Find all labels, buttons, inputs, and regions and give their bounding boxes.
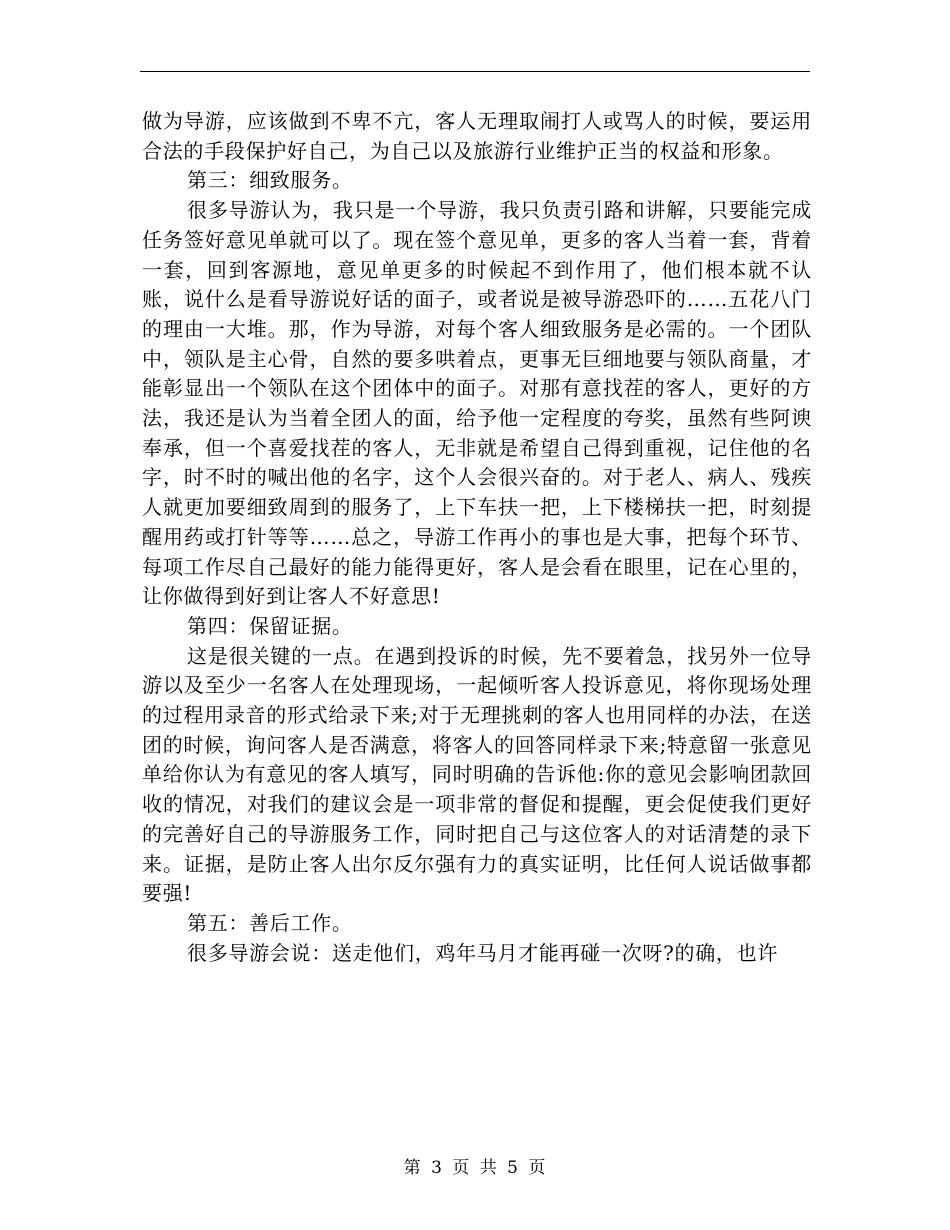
section-heading: 第五：善后工作。 xyxy=(187,910,353,935)
page-number-footer: 第 3 页 共 5 页 xyxy=(403,1158,547,1178)
paragraph: 很多导游会说：送走他们，鸡年马月才能再碰一次呀?的确，也许 xyxy=(187,940,779,965)
paragraph: 很多导游认为，我只是一个导游，我只负责引路和讲解，只要能完成任务签好意见单就可以了。现在签个意见单，更多的客人当着一套，背着一套，回到客源地，意见单更多的时候起不到作用了，他们根本就不认账，说什么是看导游说好话的面子，或者说是被导游恐吓的……五花八门的理由一大堆。那，作为导游，对每个客人细致服务是必需的。一个团队中，领队是主心骨，自然的要多哄着点，更事无巨细地要与领队商量，才能彰显出一个领队在这个团体中的面子。对那有意找茬的客人，更好的方法，我还是认为当着全团人的面，给予他一定程度的夸奖，虽然有些阿谀奉承，但一个喜爱找茬的客人，无非就是希望自己得到重视，记住他的名字，时不时的喊出他的名字，这个人会很兴奋的。对于老人、病人、残疾人就更加要细致周到的服务了，上下车扶一把，上下楼梯扶一把，时刻提醒用药或打针等等……总之，导游工作再小的事也是大事，把每个环节、每项工作尽自己最好的能力能得更好，客人是会看在眼里，记在心里的，让你做得到好到让客人不好意思! xyxy=(142,198,812,609)
paragraph: 做为导游，应该做到不卑不亢，客人无理取闹打人或骂人的时候，要运用合法的手段保护好自己，为自己以及旅游行业维护正当的权益和形象。 xyxy=(142,109,812,163)
section-heading: 第三：细致服务。 xyxy=(187,168,353,193)
header-rule xyxy=(140,71,810,72)
section-heading: 第四：保留证据。 xyxy=(187,613,353,638)
paragraph: 这是很关键的一点。在遇到投诉的时候，先不要着急，找另外一位导游以及至少一名客人在处理现场，一起倾听客人投诉意见，将你现场处理的过程用录音的形式给录下来;对于无理挑刺的客人也用同样的办法，在送团的时候，询问客人是否满意，将客人的回答同样录下来;特意留一张意见单给你认为有意见的客人填写，同时明确的告诉他:你的意见会影响团款回收的情况，对我们的建议会是一项非常的督促和提醒，更会促使我们更好的完善好自己的导游服务工作，同时把自己与这位客人的对话清楚的录下来。证据，是防止客人出尔反尔强有力的真实证明，比任何人说话做事都要强! xyxy=(142,643,812,906)
document-body xyxy=(142,107,812,968)
